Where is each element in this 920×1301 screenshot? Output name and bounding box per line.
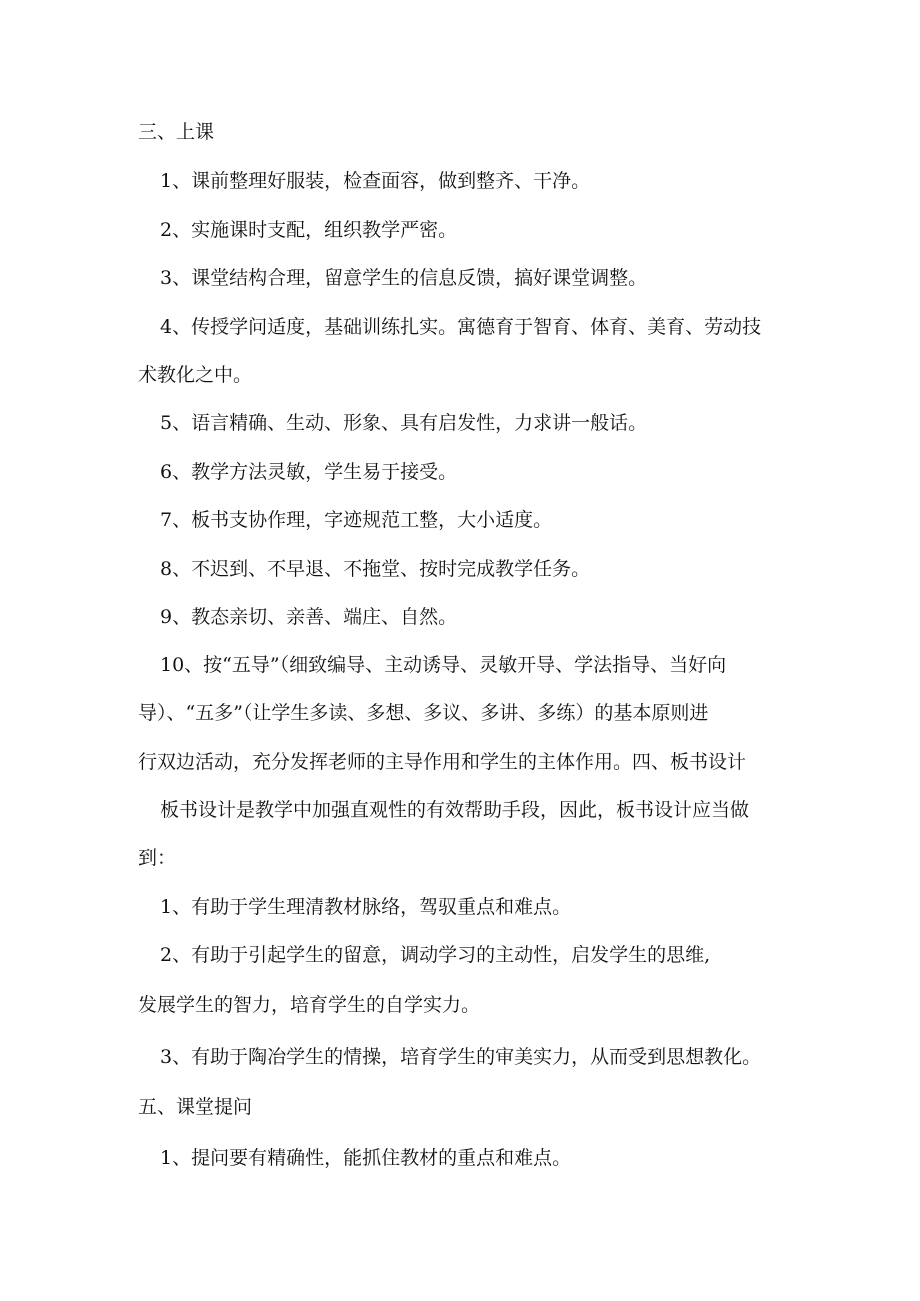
section-heading-5: 五、课堂提问 (138, 1096, 253, 1118)
text-line: 2、实施课时支配，组织教学严密。 (160, 219, 458, 241)
text-line: 8、不迟到、不早退、不拖堂、按时完成教学任务。 (160, 558, 591, 580)
text-line: 行双边活动，充分发挥老师的主导作用和学生的主体作用。四、板书设计 (138, 751, 747, 773)
text-line: 4、传授学问适度，基础训练扎实。寓德育于智育、体育、美育、劳动技 (160, 316, 762, 338)
text-line: 7、板书支协作理，字迹规范工整，大小适度。 (160, 509, 553, 531)
text-line: 1、有助于学生理清教材脉络，驾驭重点和难点。 (160, 896, 572, 918)
text-line: 术教化之中。 (138, 364, 253, 386)
text-line: 10、按“五导”（细致编导、主动诱导、灵敏开导、学法指导、当好向 (160, 654, 727, 676)
text-line: 6、教学方法灵敏，学生易于接受。 (160, 461, 458, 483)
text-line: 导）、“五多”（让学生多读、多想、多议、多讲、多练）的基本原则进 (138, 702, 709, 724)
text-line: 2、有助于引起学生的留意，调动学习的主动性，启发学生的思维, (160, 944, 711, 966)
text-line: 板书设计是教学中加强直观性的有效帮助手段，因此，板书设计应当做 (160, 799, 750, 821)
text-line: 1、课前整理好服装，检查面容，做到整齐、干净。 (160, 170, 591, 192)
text-line: 1、提问要有精确性，能抓住教材的重点和难点。 (160, 1147, 572, 1169)
text-line: 9、教态亲切、亲善、端庄、自然。 (160, 606, 458, 628)
section-heading-3: 三、上课 (138, 121, 215, 143)
text-line: 到： (138, 847, 177, 869)
text-line: 3、课堂结构合理，留意学生的信息反馈，搞好课堂调整。 (160, 267, 648, 289)
text-line: 3、有助于陶冶学生的情操，培育学生的审美实力，从而受到思想教化。 (160, 1046, 762, 1068)
text-line: 发展学生的智力，培育学生的自学实力。 (138, 994, 481, 1016)
text-line: 5、语言精确、生动、形象、具有启发性，力求讲一般话。 (160, 412, 648, 434)
